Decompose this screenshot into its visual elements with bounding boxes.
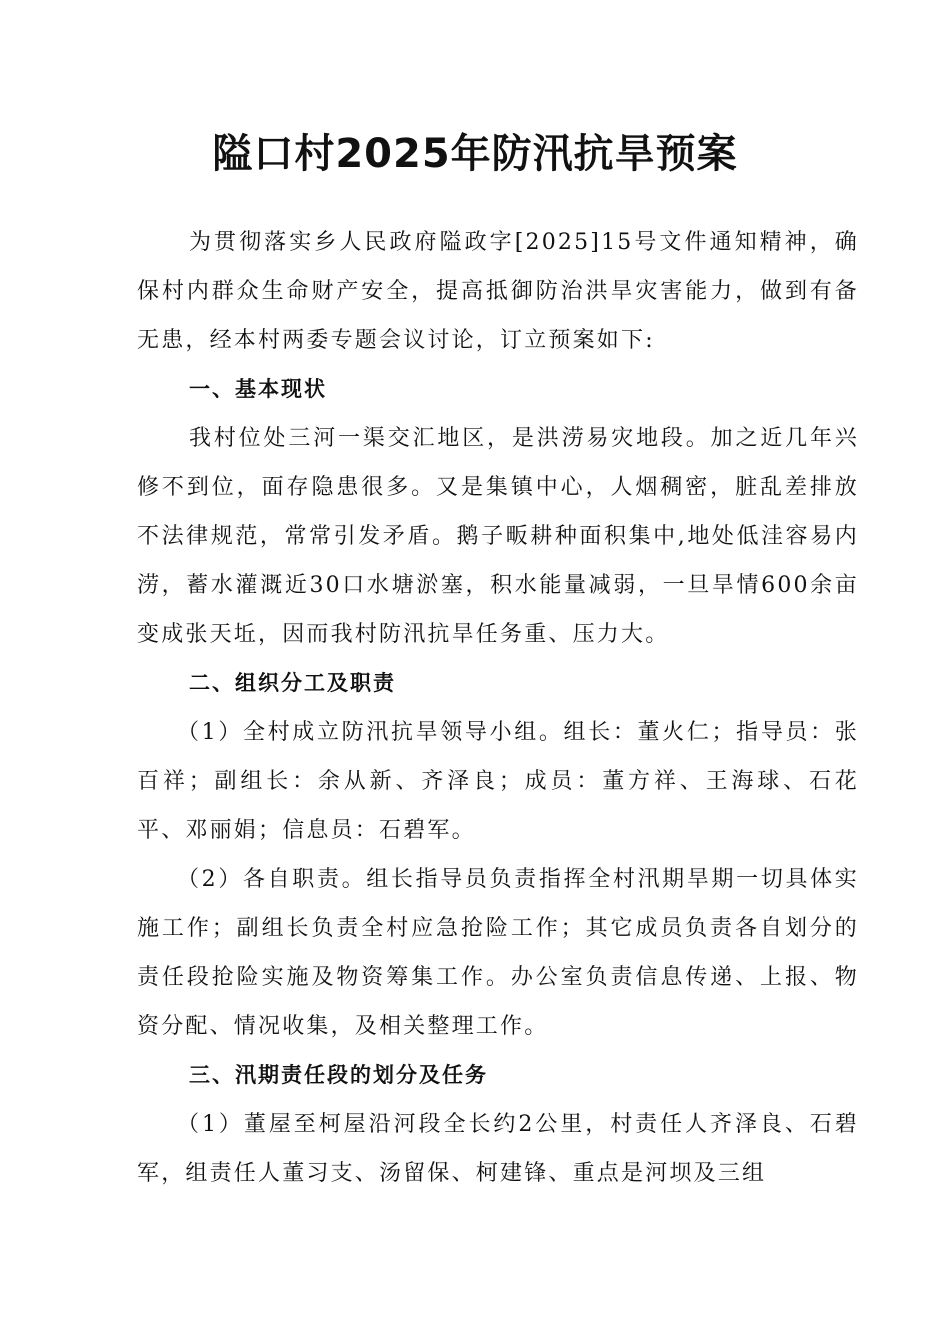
section-flood-responsibility: [137, 1051, 859, 1198]
section-paragraph: 我村位处三河一渠交汇地区，是洪涝易灾地段。加之近几年兴修不到位，面存隐患很多。又是集镇中心，人烟稠密，脏乱差排放不法律规范，常常引发矛盾。鹅子畈耕种面积集中,地处低洼容易内涝，蓄水灌溉近30口水塘淤塞，积水能量减弱，一旦旱情600余亩变成张天坵，因而我村防汛抗旱任务重、压力大。: [137, 426, 859, 647]
document-title: 隘口村2025年防汛抗旱预案: [212, 131, 738, 177]
section-paragraph: （2）各自职责。组长指导员负责指挥全村汛期旱期一切具体实施工作；副组长负责全村应急抢险工作；其它成员负责各自划分的责任段抢险实施及物资筹集工作。办公室负责信息传递、上报、物资分配、情况收集，及相关整理工作。: [137, 867, 859, 1039]
section-paragraph: （1）全村成立防汛抗旱领导小组。组长：董火仁；指导员：张百祥；副组长：余从新、齐泽良；成员：董方祥、王海球、石花平、邓丽娟；信息员：石碧军。: [137, 720, 859, 843]
section-paragraph: （1）董屋至柯屋沿河段全长约2公里，村责任人齐泽良、石碧军，组责任人董习支、汤留保、柯建锋、重点是河坝及三组: [137, 1112, 859, 1186]
intro-paragraph: 为贯彻落实乡人民政府隘政字[2025]15号文件通知精神，确保村内群众生命财产安全，提高抵御防治洪旱灾害能力，做到有备无患，经本村两委专题会议讨论，订立预案如下:: [137, 230, 859, 353]
section-heading: 一、基本现状: [189, 377, 327, 401]
section-heading: 三、汛期责任段的划分及任务: [189, 1063, 488, 1087]
section-heading: 二、组织分工及职责: [189, 671, 396, 695]
document-body: [137, 218, 859, 1198]
section-organization: [137, 659, 859, 1051]
section-basic-status: [137, 365, 859, 659]
